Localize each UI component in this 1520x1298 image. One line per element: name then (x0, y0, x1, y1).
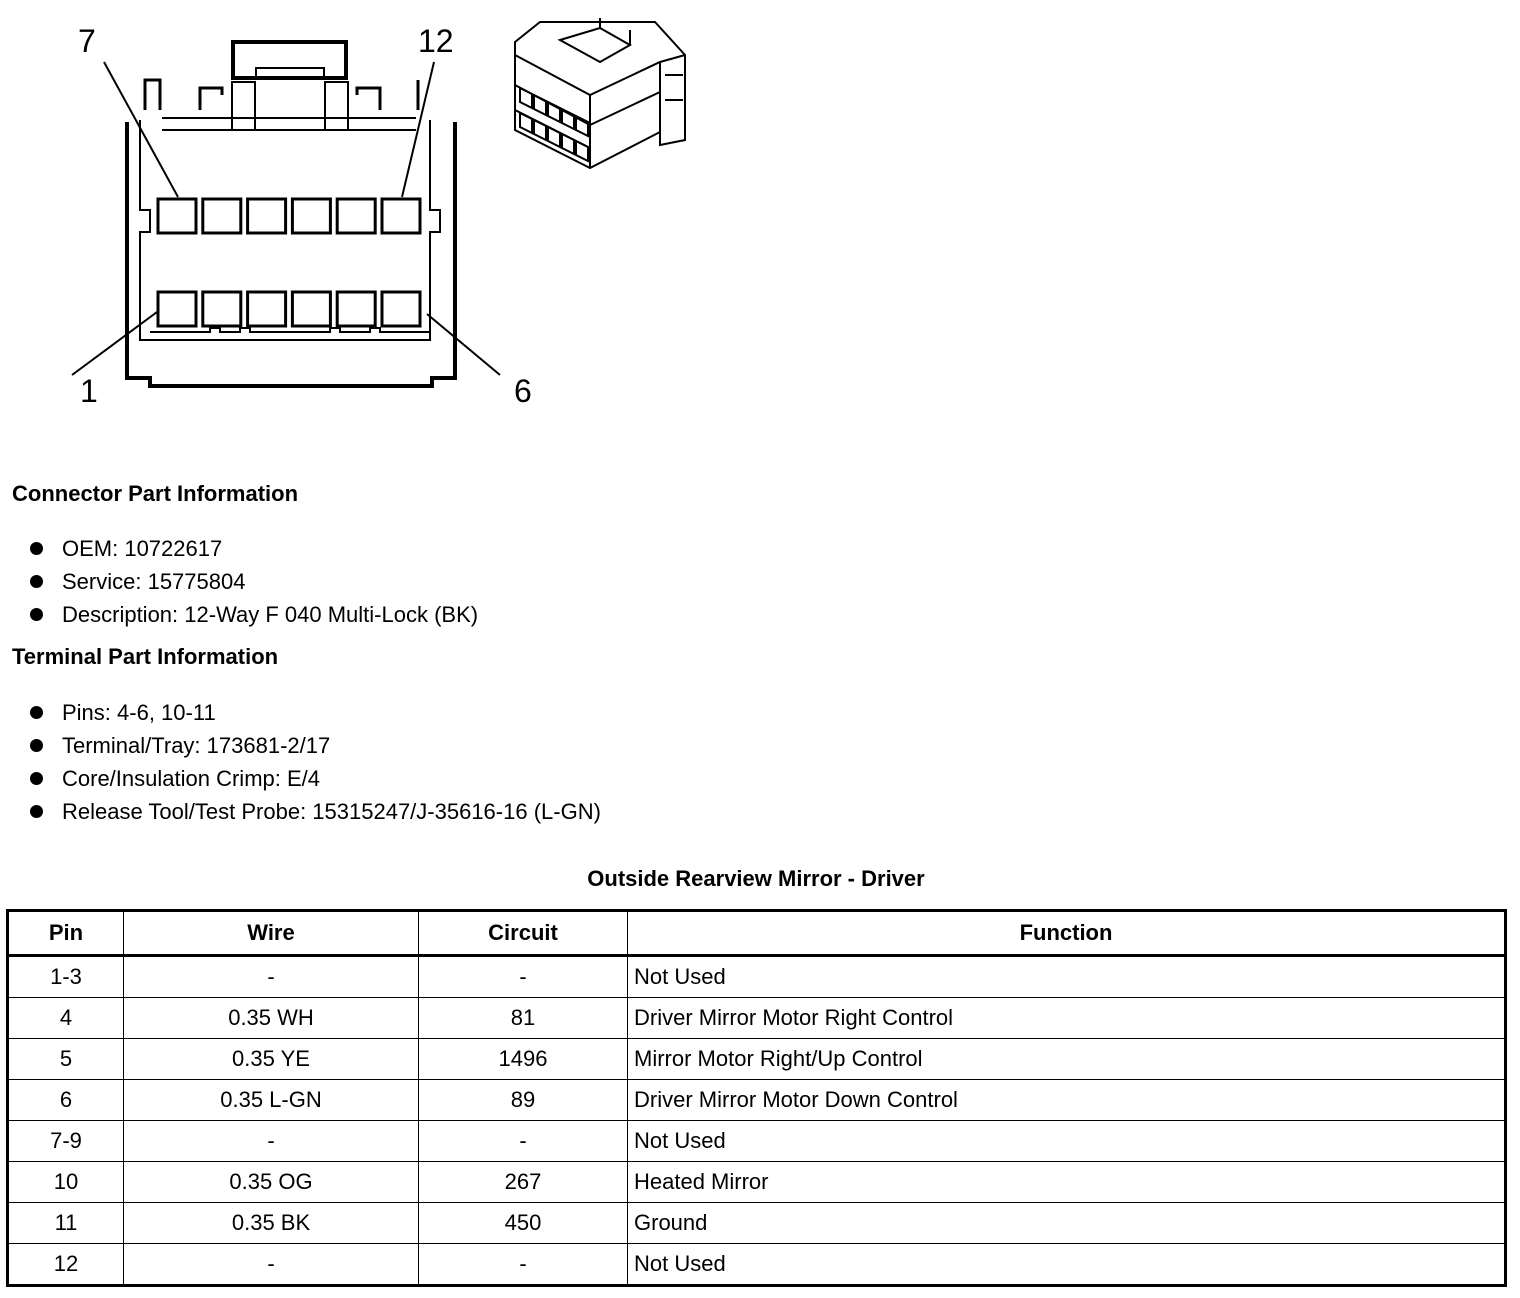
bullet-icon (30, 772, 43, 785)
cell-pin: 12 (8, 1244, 124, 1286)
connector-info-list (28, 532, 478, 631)
table-title: Outside Rearview Mirror - Driver (587, 866, 925, 891)
table-row (8, 1121, 1506, 1162)
cell-function: Mirror Motor Right/Up Control (628, 1039, 1506, 1080)
header-circuit: Circuit (419, 911, 628, 956)
cell-circuit: 81 (419, 998, 628, 1039)
cell-function: Not Used (628, 956, 1506, 998)
table-row (8, 1244, 1506, 1286)
table-row (8, 1162, 1506, 1203)
bullet-icon (30, 608, 43, 621)
pin-cavity (337, 292, 375, 326)
pin-cavity (292, 199, 330, 233)
cell-circuit: 1496 (419, 1039, 628, 1080)
list-item (28, 762, 601, 795)
pin-cavity (158, 199, 196, 233)
bullet-icon (30, 542, 43, 555)
cell-function: Not Used (628, 1121, 1506, 1162)
cell-circuit: - (419, 956, 628, 998)
list-item (28, 729, 601, 762)
pin-cavity (292, 292, 330, 326)
pin-cavity (337, 199, 375, 233)
list-item-text: Release Tool/Test Probe: 15315247/J-35616-16 (L-GN) (62, 799, 601, 824)
bullet-icon (30, 739, 43, 752)
list-item-text: Core/Insulation Crimp: E/4 (62, 766, 320, 791)
list-item (28, 598, 478, 631)
cell-function: Not Used (628, 1244, 1506, 1286)
cell-function: Driver Mirror Motor Down Control (628, 1080, 1506, 1121)
cell-pin: 1-3 (8, 956, 124, 998)
pin-label-6: 6 (514, 373, 532, 409)
bullet-icon (30, 805, 43, 818)
cell-function: Heated Mirror (628, 1162, 1506, 1203)
terminal-info-heading: Terminal Part Information (12, 644, 279, 669)
cell-wire: - (124, 956, 419, 998)
pin-cavity (382, 199, 420, 233)
pinout-table (6, 909, 1507, 1287)
cell-wire: 0.35 BK (124, 1203, 419, 1244)
cell-wire: 0.35 L-GN (124, 1080, 419, 1121)
connector-face-diagram (0, 0, 720, 420)
cell-wire: 0.35 OG (124, 1162, 419, 1203)
cell-circuit: 450 (419, 1203, 628, 1244)
pin-cavity (382, 292, 420, 326)
list-item-text: Description: 12-Way F 040 Multi-Lock (BK) (62, 602, 479, 627)
cell-wire: 0.35 YE (124, 1039, 419, 1080)
table-row (8, 956, 1506, 998)
pin-label-1: 1 (80, 373, 98, 409)
list-item (28, 795, 601, 828)
cell-circuit: - (419, 1244, 628, 1286)
terminal-info-list (28, 696, 601, 828)
table-row (8, 1039, 1506, 1080)
pin-cavities-bottom-row (158, 292, 420, 326)
list-item-text: Service: 15775804 (62, 569, 246, 594)
cell-pin: 6 (8, 1080, 124, 1121)
cell-pin: 10 (8, 1162, 124, 1203)
pin-cavity (203, 199, 241, 233)
cell-wire: - (124, 1121, 419, 1162)
list-item-text: OEM: 10722617 (62, 536, 223, 561)
bullet-icon (30, 706, 43, 719)
cell-circuit: - (419, 1121, 628, 1162)
pin-label-12: 12 (418, 23, 454, 59)
header-wire: Wire (124, 911, 419, 956)
bullet-icon (30, 575, 43, 588)
cell-wire: - (124, 1244, 419, 1286)
pin-cavity (158, 292, 196, 326)
cell-circuit: 89 (419, 1080, 628, 1121)
table-row (8, 1080, 1506, 1121)
table-row (8, 1203, 1506, 1244)
cell-pin: 4 (8, 998, 124, 1039)
connector-isometric-view (515, 18, 685, 168)
cell-function: Driver Mirror Motor Right Control (628, 998, 1506, 1039)
table-header-row (8, 911, 1506, 956)
list-item-text: Terminal/Tray: 173681-2/17 (62, 733, 331, 758)
pin-cavity (248, 199, 286, 233)
list-item-text: Pins: 4-6, 10-11 (62, 700, 216, 725)
pin-label-7: 7 (78, 23, 96, 59)
pin-cavities-top-row (158, 199, 420, 233)
cell-function: Ground (628, 1203, 1506, 1244)
cell-pin: 11 (8, 1203, 124, 1244)
cell-circuit: 267 (419, 1162, 628, 1203)
table-row (8, 998, 1506, 1039)
pin-cavity (203, 292, 241, 326)
header-function: Function (628, 911, 1506, 956)
cell-pin: 7-9 (8, 1121, 124, 1162)
list-item (28, 532, 478, 565)
connector-info-heading: Connector Part Information (12, 481, 299, 506)
header-pin: Pin (8, 911, 124, 956)
cell-wire: 0.35 WH (124, 998, 419, 1039)
cell-pin: 5 (8, 1039, 124, 1080)
list-item (28, 565, 478, 598)
pin-cavity (248, 292, 286, 326)
list-item (28, 696, 601, 729)
